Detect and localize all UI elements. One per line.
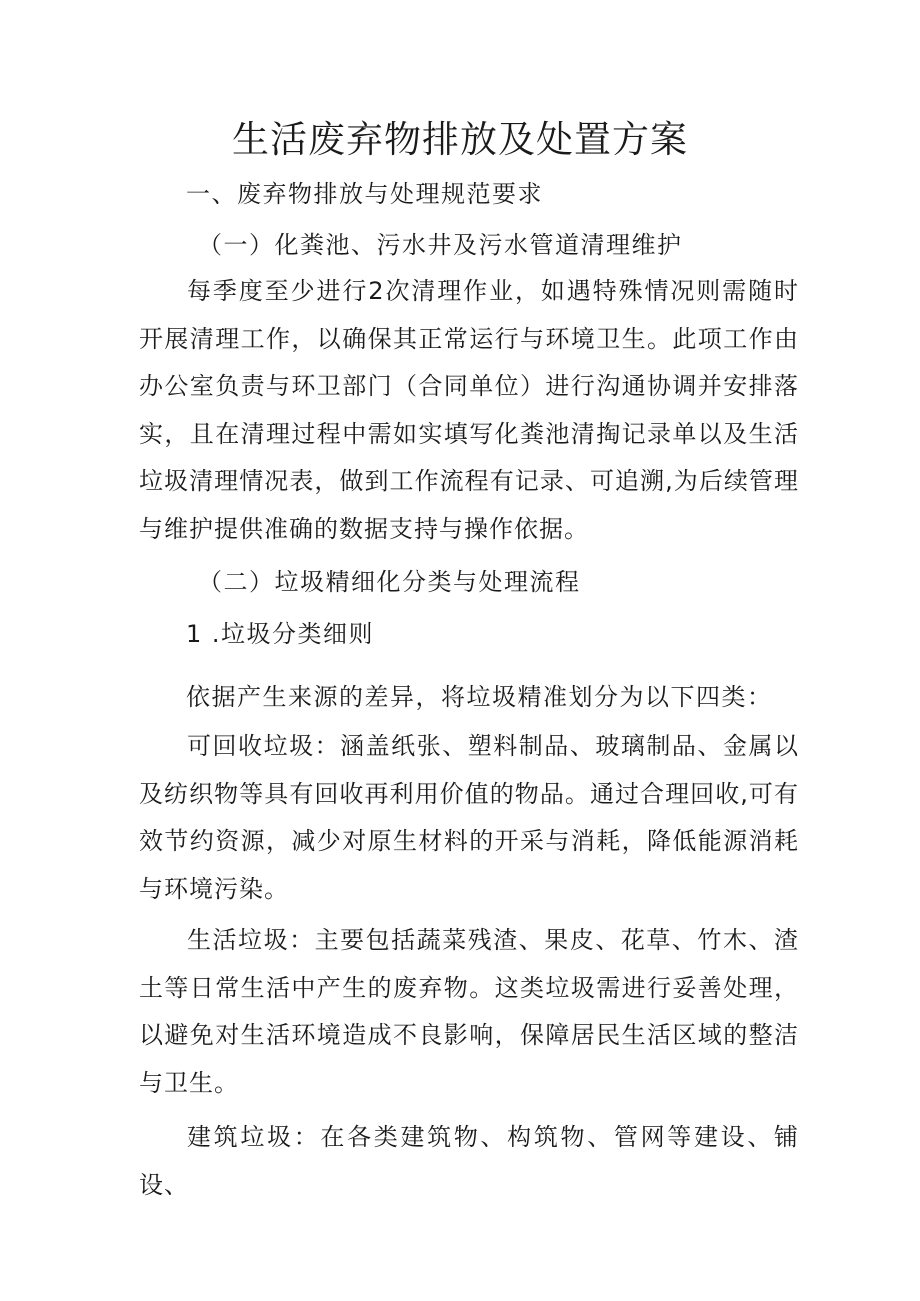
classification-intro: 依据产生来源的差异，将垃圾精准划分为以下四类： <box>186 683 773 711</box>
subsection-heading: （二）垃圾精细化分类与处理流程 <box>198 568 581 596</box>
item-heading: 1 .垃圾分类细则 <box>186 620 375 648</box>
paragraph-construction: 建筑垃圾：在各类建筑物、构筑物、管网等建设、铺设、 <box>139 1123 799 1199</box>
paragraph-recyclable: 可回收垃圾：涵盖纸张、塑料制品、玻璃制品、金属以及纺织物等具有回收再利用价值的物品。通过合理回收,可有效节约资源，减少对原生材料的开采与消耗，降低能源消耗与环境污染。 <box>139 732 799 903</box>
document-title: 生活废弃物排放及处置方案 <box>232 118 688 161</box>
paragraph-household: 生活垃圾：主要包括蔬菜残渣、果皮、花草、竹木、渣土等日常生活中产生的废弃物。这类垃圾需进行妥善处理，以避免对生活环境造成不良影响，保障居民生活区域的整洁与卫生。 <box>139 926 799 1097</box>
paragraph-cleaning-maintenance: 每季度至少进行2次清理作业，如遇特殊情况则需随时开展清理工作，以确保其正常运行与环境卫生。此项工作由办公室负责与环卫部门（合同单位）进行沟通协调并安排落实，且在清理过程中需如实填写化粪池清掏记录单以及生活垃圾清理情况表，做到工作流程有记录、可追溯,为后续管理与维护提供准确的数据支持与操作依据。 <box>139 277 799 543</box>
section-heading: 一、废弃物排放与处理规范要求 <box>186 180 543 208</box>
subsection-heading: （一）化粪池、污水井及污水管道清理维护 <box>198 231 683 259</box>
